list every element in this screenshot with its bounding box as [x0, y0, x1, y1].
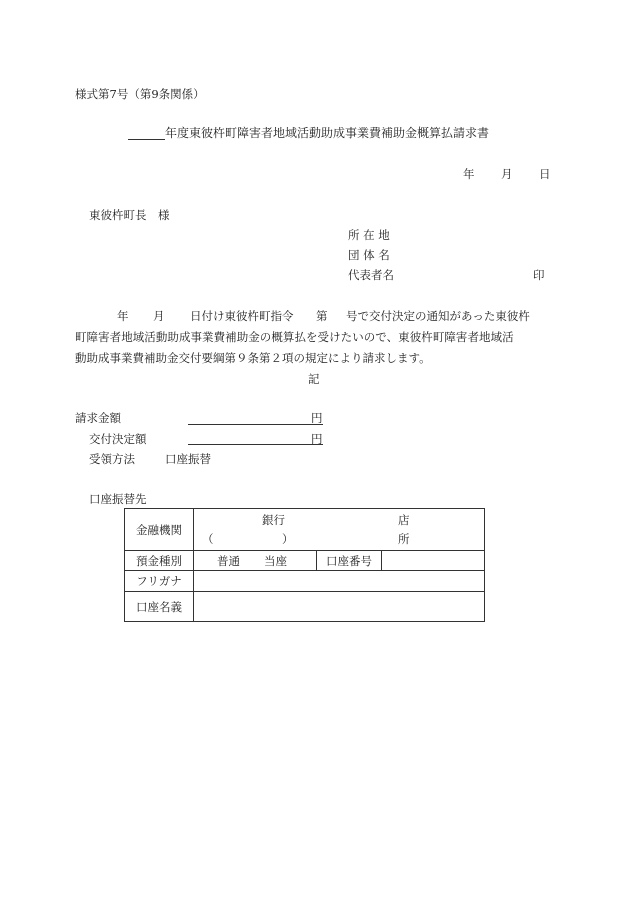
paren-open: （	[202, 532, 214, 546]
receipt-method-label: 受領方法	[89, 452, 135, 466]
date-month: 月	[501, 167, 513, 181]
addressee: 東彼杵町長 様	[89, 208, 170, 222]
paren-close: ）	[282, 532, 294, 546]
table-row	[125, 509, 485, 551]
decided-amount-unit: 円	[311, 432, 323, 446]
body-line1-b: 第	[316, 309, 328, 323]
decided-amount-underline	[188, 444, 323, 445]
table-row	[125, 571, 485, 592]
account-number-label: 口座番号	[317, 551, 382, 571]
date-day: 日	[539, 167, 551, 181]
branch-suffix: 店	[398, 513, 410, 527]
office-suffix: 所	[398, 532, 410, 546]
furigana-field	[194, 571, 485, 592]
bank-account-table	[124, 508, 485, 622]
account-holder-label: 口座名義	[125, 592, 194, 622]
body-line1-a: 日付け東彼杵町指令	[190, 309, 294, 323]
receipt-method-value: 口座振替	[165, 452, 211, 466]
institution-label: 金融機関	[125, 509, 194, 551]
deposit-type-label: 預金種別	[125, 551, 194, 571]
form-number: 様式第7号（第9条関係）	[75, 87, 205, 101]
bank-section-title: 口座振替先	[89, 492, 147, 506]
organization-label: 団 体 名	[348, 248, 390, 262]
bank-suffix: 銀行	[262, 513, 285, 527]
title-year-blank-line	[128, 139, 165, 140]
account-number-field	[382, 551, 485, 571]
body-line2: 町障害者地域活動助成事業費補助金の概算払を受けたいので、東彼杵町障害者地域活	[75, 330, 514, 344]
body-line3: 動助成事業費補助金交付要綱第９条第２項の規定により請求します。	[75, 351, 431, 365]
account-holder-field	[194, 592, 485, 622]
deposit-current: 当座	[264, 553, 287, 568]
body-year: 年	[117, 309, 129, 323]
body-month: 月	[153, 309, 165, 323]
date-year: 年	[463, 167, 475, 181]
amount-unit: 円	[311, 411, 323, 425]
deposit-type-field	[194, 551, 317, 571]
amount-label: 請求金額	[75, 411, 121, 425]
body-line1-c: 号で交付決定の通知があった東彼杵	[346, 309, 530, 323]
amount-underline	[188, 424, 323, 425]
furigana-label: フリガナ	[125, 571, 194, 592]
document-title: 年度東彼杵町障害者地域活動助成事業費補助金概算払請求書	[165, 126, 490, 140]
institution-field	[194, 509, 485, 551]
table-row	[125, 551, 485, 571]
deposit-normal: 普通	[217, 553, 240, 568]
table-row	[125, 592, 485, 622]
ki-heading: 記	[308, 372, 320, 386]
decided-amount-label: 交付決定額	[89, 432, 147, 446]
representative-label: 代表者名	[348, 268, 394, 282]
seal-mark: 印	[533, 268, 545, 282]
address-label: 所 在 地	[348, 228, 390, 242]
